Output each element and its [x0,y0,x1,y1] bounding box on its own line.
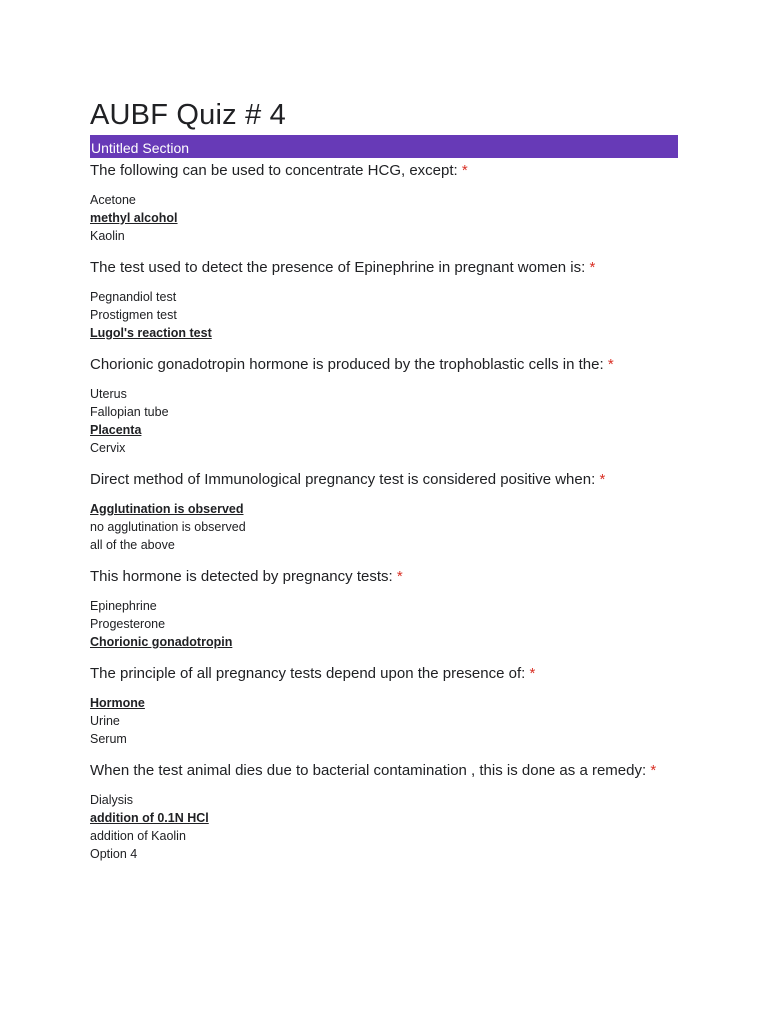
answer-option: Epinephrine [90,599,157,613]
question-block [90,663,678,748]
answer-option: no agglutination is observed [90,520,246,534]
question-label: When the test animal dies due to bacterial contamination , this is done as a remedy: [90,762,647,779]
answer-option: Pegnandiol test [90,290,177,304]
answer-option: Kaolin [90,229,125,243]
question-label: Direct method of Immunological pregnancy test is considered positive when: [90,471,596,488]
question-label: This hormone is detected by pregnancy tests: [90,568,393,585]
question-block [90,160,678,245]
option-list [90,597,678,651]
required-marker: * [607,356,614,373]
correct-answer-option: Agglutination is observed [90,502,244,516]
question-text [90,566,678,588]
question-block [90,469,678,554]
answer-option: Option 4 [90,847,138,861]
required-marker: * [650,762,657,779]
question-label: The following can be used to concentrate HCG, except: [90,162,458,179]
correct-answer-option: addition of 0.1N HCl [90,811,209,825]
question-block [90,760,678,863]
answer-option: Fallopian tube [90,405,169,419]
question-label: The test used to detect the presence of Epinephrine in pregnant women is: [90,259,586,276]
option-list [90,288,678,342]
question-label: Chorionic gonadotropin hormone is produced by the trophoblastic cells in the: [90,356,604,373]
correct-answer-option: Placenta [90,423,142,437]
answer-option: Dialysis [90,793,134,807]
answer-option: Progesterone [90,617,166,631]
correct-answer-option: Hormone [90,696,145,710]
required-marker: * [599,471,606,488]
answer-option: all of the above [90,538,175,552]
section-header: Untitled Section [90,135,678,158]
question-text [90,469,678,491]
option-list [90,500,678,554]
quiz-page [90,96,678,863]
correct-answer-option: Chorionic gonadotropin [90,635,233,649]
option-list [90,791,678,863]
correct-answer-option: methyl alcohol [90,211,178,225]
required-marker: * [529,665,536,682]
required-marker: * [589,259,596,276]
required-marker: * [396,568,403,585]
answer-option: Urine [90,714,120,728]
question-text [90,160,678,182]
question-label: The principle of all pregnancy tests depend upon the presence of: [90,665,526,682]
option-list [90,385,678,457]
question-list [90,160,678,863]
question-text [90,760,678,782]
question-block [90,566,678,651]
question-text [90,257,678,279]
answer-option: Cervix [90,441,126,455]
answer-option: addition of Kaolin [90,829,186,843]
question-block [90,354,678,457]
answer-option: Uterus [90,387,127,401]
answer-option: Acetone [90,193,136,207]
answer-option: Serum [90,732,127,746]
option-list [90,694,678,748]
question-text [90,663,678,685]
question-text [90,354,678,376]
option-list [90,191,678,245]
required-marker: * [461,162,468,179]
correct-answer-option: Lugol's reaction test [90,326,212,340]
question-block [90,257,678,342]
form-title: AUBF Quiz # 4 [90,99,286,131]
answer-option: Prostigmen test [90,308,177,322]
